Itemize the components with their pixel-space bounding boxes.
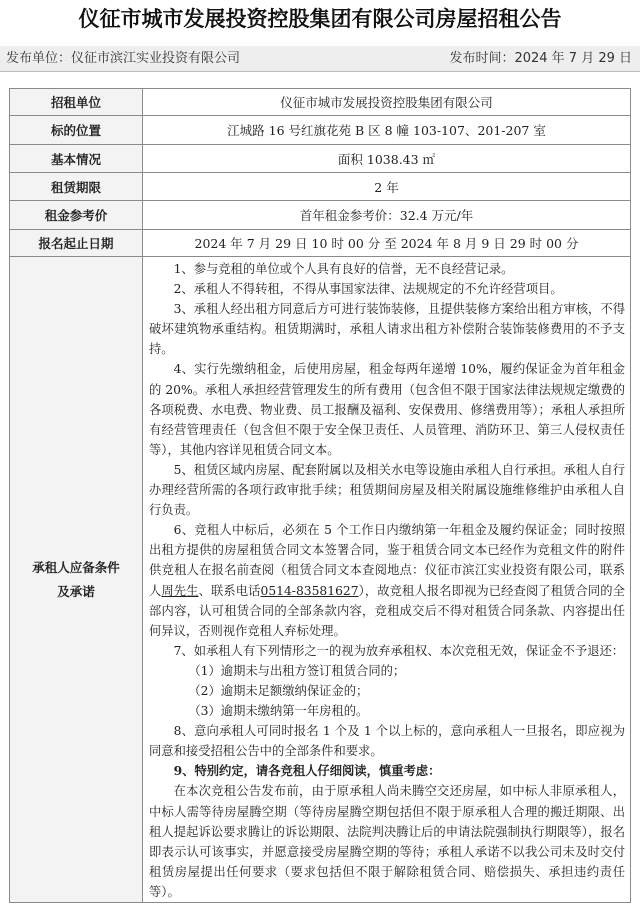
table-row (10, 201, 631, 230)
row-label: 租赁期限 (10, 173, 143, 201)
row-label: 基本情况 (10, 145, 143, 173)
term-6-text-a: 6、竞租人中标后，必须在 5 个工作日内缴纳第一年租金及履约保证金；同时按照出租方提供的房屋租赁合同文本签署合同，鉴于租赁合同文本已经作为竞租文件的附件供竞租人在报名前查阅（租赁合同文本查阅地点：仪征市滨江实业投资有限公司，联系人 (149, 523, 625, 598)
row-label: 招租单位 (10, 89, 143, 116)
row-value: 江城路 16 号红旗花苑 B 区 8 幢 103-107、201-207 室 (143, 116, 631, 145)
term-7-item-1: （1）逾期未与出租方签订租赁合同的； (188, 663, 406, 678)
notice-table (9, 88, 631, 903)
term-4: 4、实行先缴纳租金，后使用房屋，租金每两年递增 10%，履约保证金为首年租金的 20%。承租人承担经营管理发生的所有费用（包含但不限于国家法律法规规定缴费的各项税费、水电费、物业费、员工报酬及福利、安保费用、修缮费用等）；承租人承担所有经营管理责任（包含但不限于安全保卫责任、人员管理、消防环卫、第三人侵权责任等），其他内容详见租赁合同文本。 (149, 362, 625, 457)
table-row (10, 173, 631, 201)
term-7-item-2: （2）逾期未足额缴纳保证金的； (188, 683, 369, 698)
terms-label-line-1: 承租人应备条件 (32, 559, 120, 575)
terms-label-line-2: 及承诺 (57, 583, 95, 599)
terms-row (10, 257, 631, 903)
row-value: 2024 年 7 月 29 日 10 时 00 分 至 2024 年 8 月 9 日 29 时 00 分 (143, 230, 631, 257)
table-row (10, 89, 631, 116)
row-value: 仪征市城市发展投资控股集团有限公司 (143, 89, 631, 116)
meta-bar (0, 46, 640, 72)
term-5: 5、租赁区域内房屋、配套附属以及相关水电等设施由承租人自行承担。承租人自行办理经营所需的各项行政审批手续；租赁期间房屋及相关附属设施维修维护由承租人自行负责。 (149, 462, 625, 518)
row-label: 报名起止日期 (10, 230, 143, 257)
term-3: 3、承租人经出租方同意后方可进行装饰装修，且提供装修方案给出租方审核，不得破坏建筑物承重结构。租赁期满时，承租人请求出租方补偿附合装饰装修费用的不予支持。 (149, 302, 625, 357)
row-label: 租金参考价 (10, 201, 143, 230)
term-7: 7、如承租人有下列情形之一的视为放弃承租权、本次竞租无效，保证金不予退还： (173, 643, 625, 658)
table-row (10, 230, 631, 257)
publisher-text: 发布单位：仪征市滨江实业投资有限公司 (6, 51, 241, 66)
term-2: 2、承租人不得转租，不得从事国家法律、法规规定的不允许经营项目。 (173, 282, 563, 297)
contact-person: 周先生 (161, 583, 199, 598)
term-1: 1、参与竞租的单位或个人具有良好的信誉，无不良经营记录。 (173, 262, 514, 276)
row-value: 面积 1038.43 ㎡ (143, 145, 631, 173)
term-8: 8、意向承租人可同时报名 1 个及 1 个以上标的，意向承租人一旦报名，即应视为同意和接受招租公告中的全部条件和要求。 (149, 724, 625, 759)
terms-label (10, 257, 143, 903)
row-value: 2 年 (143, 173, 631, 201)
row-label: 标的位置 (10, 116, 143, 145)
page-title: 仪征市城市发展投资控股集团有限公司房屋招租公告 (78, 7, 562, 31)
terms-content (143, 257, 631, 903)
term-6-text-c: ），故竞租人报名即视为已经查阅了租赁合同的全部内容，认可租赁合同的全部条款内容，竞租成交后不得对租赁合同条款、内容提出任何异议，否则视作竞租人弃标处理。 (149, 583, 625, 638)
contact-phone: 0514-83581627 (260, 583, 359, 598)
term-special-agreement: 在本次竞租公告发布前，由于原承租人尚未腾空交还房屋，如中标人非原承租人，中标人需等待房屋腾空期（等待房屋腾空期包括但不限于原承租人合理的搬迁期限、出租人提起诉讼要求腾让的诉讼期限、法院判决腾让后的申请法院强制执行期限等），报名即表示认可该事实，并愿意接受房屋腾空期的等待；承租人承诺不以我公司未及时交付租赁房屋提出任何要求（要求包括但不限于解除租赁合同、赔偿损失、承担违约责任等）。 (149, 784, 625, 899)
term-7-item-3: （3）逾期未缴纳第一年房租的。 (188, 704, 369, 719)
table-row (10, 116, 631, 145)
published-time-text: 发布时间：2024 年 7 月 29 日 (449, 51, 632, 66)
term-6-text-b: 、联系电话 (198, 583, 261, 598)
term-9-heading: 9、特别约定，请各竞租人仔细阅读，慎重考虑： (173, 763, 441, 779)
table-row (10, 145, 631, 173)
row-value: 首年租金参考价：32.4 万元/年 (143, 201, 631, 230)
term-6 (149, 520, 625, 641)
